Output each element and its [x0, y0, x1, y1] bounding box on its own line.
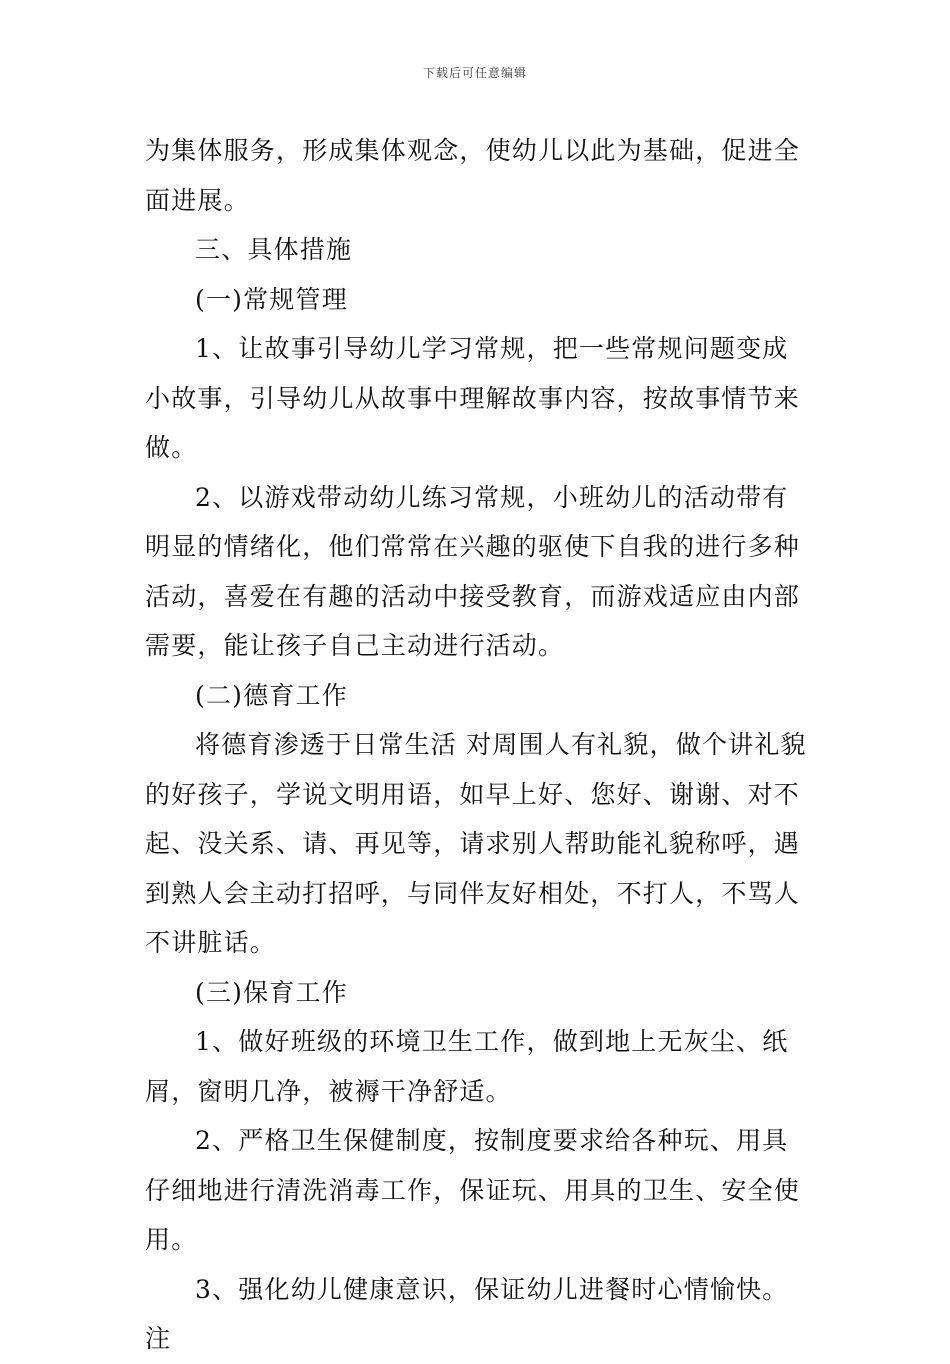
paragraph: 2、以游戏带动幼儿练习常规，小班幼儿的活动带有明显的情绪化，他们常常在兴趣的驱使下自我的进行多种活动，喜爱在有趣的活动中接受教育，而游戏适应由内部需要，能让孩子自己主动进行活动。	[145, 482, 801, 660]
paragraph: 1、做好班级的环境卫生工作，做到地上无灰尘、纸屑，窗明几净，被褥干净舒适。	[145, 1027, 789, 1106]
subsection-heading: (三)保育工作	[195, 977, 348, 1007]
paragraph: 将德育渗透于日常生活 对周围人有礼貌，做个讲礼貌的好孩子，学说文明用语，如早上好、您好、谢谢、对不起、没关系、请、再见等，请求别人帮助能礼貌称呼，遇到熟人会主动打招呼，与同伴友好相处，不打人，不骂人不讲脏话。	[145, 730, 807, 957]
subsection-heading: (一)常规管理	[195, 284, 348, 314]
document-body	[145, 126, 807, 1364]
paragraph: 为集体服务，形成集体观念，使幼儿以此为基础，促进全面进展。	[145, 136, 801, 215]
paragraph: 2、严格卫生保健制度，按制度要求给各种玩、用具仔细地进行清洗消毒工作，保证玩、用具的卫生、安全使用。	[145, 1126, 801, 1254]
page-header: 下载后可任意编辑	[422, 66, 527, 80]
paragraph: 1、让故事引导幼儿学习常规，把一些常规问题变成小故事，引导幼儿从故事中理解故事内容，按故事情节来做。	[145, 334, 801, 462]
paragraph: 3、强化幼儿健康意识，保证幼儿进餐时心情愉快。注	[145, 1274, 789, 1353]
section-heading: 三、具体措施	[195, 235, 353, 264]
subsection-heading: (二)德育工作	[195, 680, 348, 710]
